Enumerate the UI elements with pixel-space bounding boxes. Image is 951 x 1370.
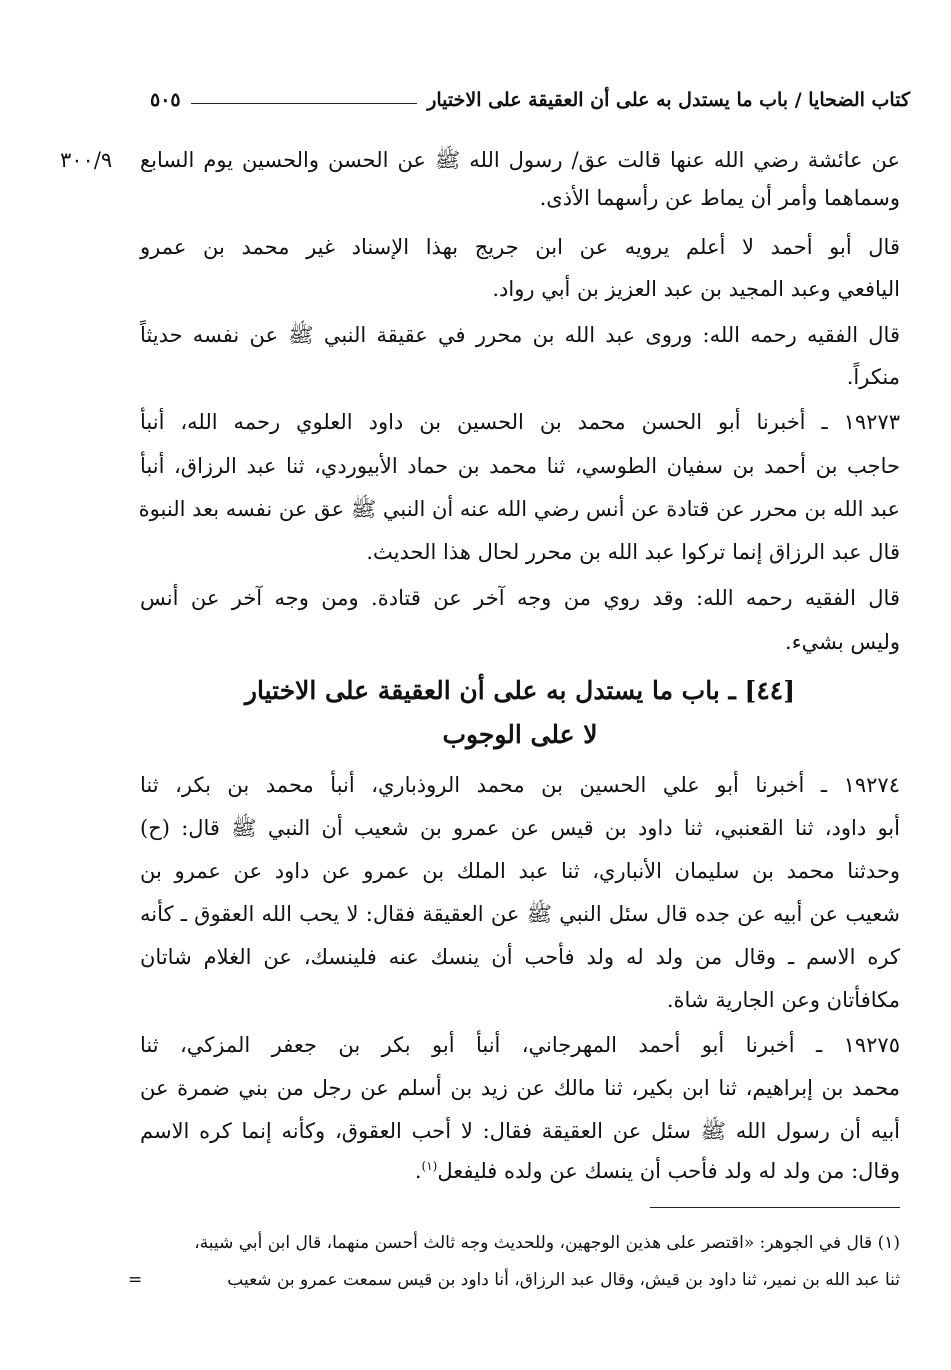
text-line: أبو داود، ثنا القعنبي، ثنا داود بن قيس عن عمرو بن شعيب أن النبي ﷺ قال: (ح): [140, 816, 900, 840]
text-line: ١٩٢٧٣ ـ أخبرنا أبو الحسن محمد بن الحسين بن داود العلوي رحمه الله، أنبأ: [140, 410, 900, 434]
footnote-rule: [650, 1207, 900, 1208]
text-line: أبيه أن رسول الله ﷺ سئل عن العقيقة فقال: لا أحب العقوق، وكأنه إنما كره الاسم: [140, 1119, 900, 1143]
text-line: اليافعي وعبد المجيد بن عبد العزيز بن أبي رواد.: [492, 277, 900, 301]
footnote-marker: (١): [421, 1159, 438, 1173]
footnote-line: ثنا عبد الله بن نمير، ثنا داود بن قيش، وقال عبد الرزاق، أنا داود بن قيس سمعت عمرو بن شعيب: [227, 1270, 900, 1290]
text-line: عبد الله بن محرر عن قتادة عن أنس رضي الله عنه أن النبي ﷺ عق عن نفسه بعد النبوة: [138, 497, 900, 521]
text-line: وسماهما وأمر أن يماط عن رأسهما الأذى.: [539, 186, 900, 210]
text-line: قال الفقيه رحمه الله: وقد روي من وجه آخر عن قتادة. ومن وجه آخر عن أنس: [140, 586, 900, 610]
text-line: قال الفقيه رحمه الله: وروى عبد الله بن محرر في عقيقة النبي ﷺ عن نفسه حديثاً: [140, 323, 900, 347]
text-line: قال عبد الرزاق إنما تركوا عبد الله بن محرر لحال هذا الحديث.: [366, 540, 900, 564]
text-line: حاجب بن أحمد بن سفيان الطوسي، ثنا محمد بن حماد الأبيوردي، ثنا عبد الرزاق، أنبأ: [140, 454, 900, 478]
footnote-continuation-mark: =: [128, 1270, 143, 1290]
text-line: وليس بشيء.: [785, 630, 900, 654]
text-line: كره الاسم ـ وقال من ولد له ولد فأحب أن ينسك عنه فلينسك، عن الغلام شاتان: [140, 945, 900, 969]
running-header: [150, 80, 910, 120]
text-line: ١٩٢٧٤ ـ أخبرنا أبو علي الحسين بن محمد الروذباري، أنبأ محمد بن بكر، ثنا: [140, 773, 900, 797]
text-line: ١٩٢٧٥ ـ أخبرنا أبو أحمد المهرجاني، أنبأ أبو بكر بن جعفر المزكي، ثنا: [140, 1033, 900, 1057]
text-line: منكراً.: [846, 365, 900, 389]
margin-reference: ٣٠٠/٩: [60, 148, 113, 172]
page-number: ٥٠٥: [150, 89, 181, 111]
text-line: مكافأتان وعن الجارية شاة.: [666, 988, 900, 1012]
text-line: محمد بن إبراهيم، ثنا ابن بكير، ثنا مالك عن زيد بن أسلم عن رجل من بني ضمرة عن: [140, 1076, 900, 1100]
section-heading: [٤٤] ـ باب ما يستدل به على أن العقيقة على الاختيار: [244, 676, 796, 705]
text-line: شعيب عن أبيه عن جده قال سئل النبي ﷺ عن العقيقة فقال: لا يحب الله العقوق ـ كأنه: [140, 902, 900, 926]
text-line: قال أبو أحمد لا أعلم يرويه عن ابن جريج بهذا الإسناد غير محمد بن عمرو: [140, 235, 900, 259]
text-line-tail: .: [414, 1159, 422, 1183]
text-line-content: وقال: من ولد له ولد فأحب أن ينسك عن ولده فليفعل: [437, 1159, 900, 1183]
text-line: [140, 1160, 900, 1182]
text-line: عن عائشة رضي الله عنها قالت عق/ رسول الله ﷺ عن الحسن والحسين يوم السابع: [140, 148, 900, 172]
header-rule: [191, 103, 418, 104]
section-heading-line2: لا على الوجوب: [442, 720, 598, 749]
text-line: وحدثنا محمد بن سليمان الأنباري، ثنا عبد الملك بن عمرو عن داود عن عمرو بن: [140, 859, 900, 883]
header-title: كتاب الضحايا / باب ما يستدل به على أن العقيقة على الاختيار: [427, 89, 910, 111]
footnote-line: (١) قال في الجوهر: «اقتصر على هذين الوجهين، وللحديث وجه ثالث أحسن منهما، قال ابن أبي شيبة،: [194, 1233, 900, 1253]
